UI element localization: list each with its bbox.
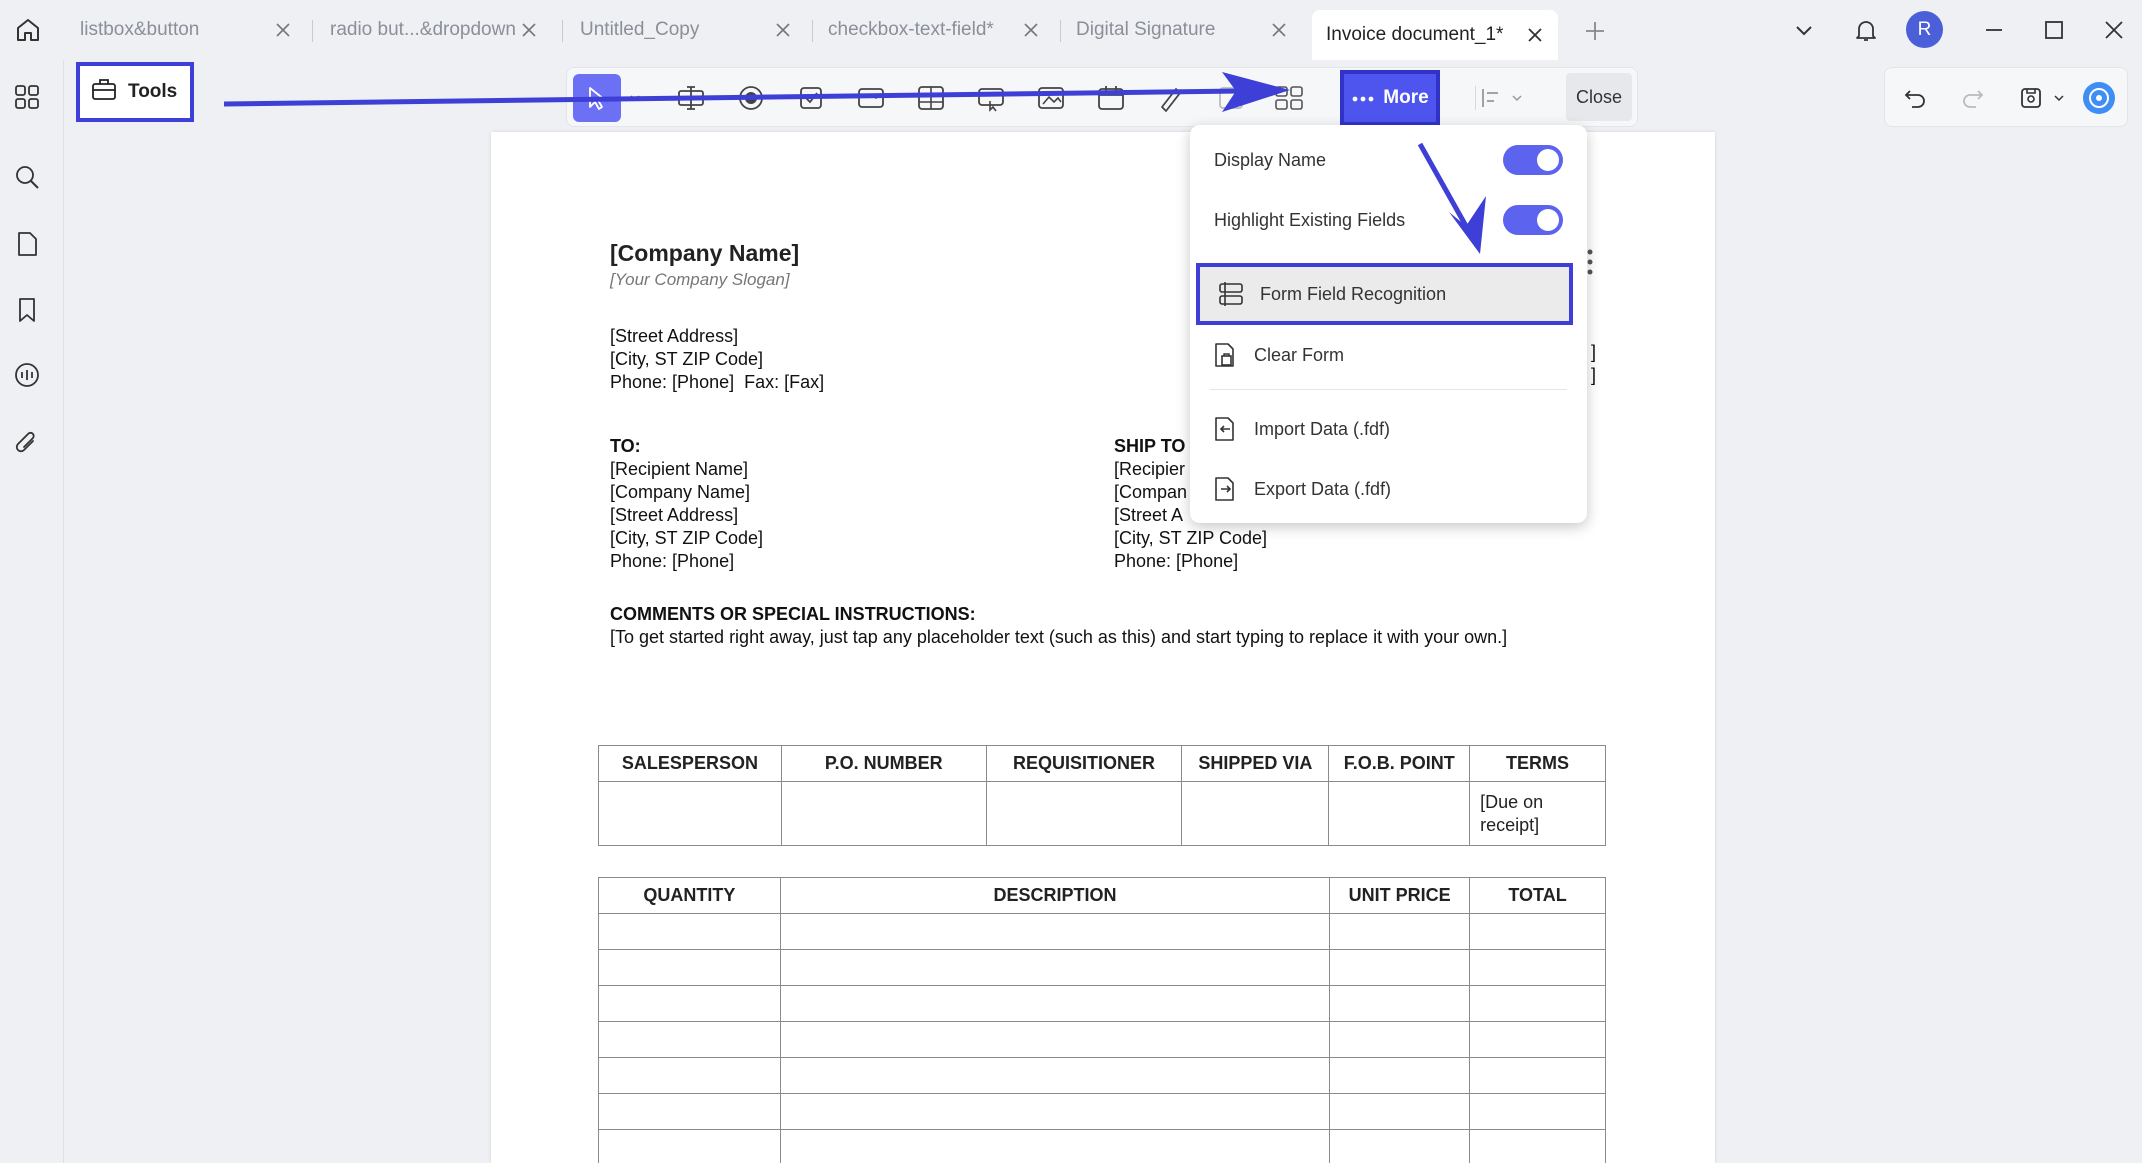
export-icon — [1210, 474, 1240, 504]
chevron-down-icon[interactable] — [625, 80, 645, 116]
bell-icon[interactable] — [1848, 12, 1884, 48]
save-icon[interactable] — [2013, 80, 2049, 116]
table-cell[interactable] — [1330, 1094, 1470, 1130]
tools-button[interactable] — [76, 62, 194, 122]
table-header: REQUISITIONER — [986, 746, 1182, 782]
maximize-icon[interactable] — [2036, 12, 2072, 48]
more-menu — [1190, 125, 1587, 523]
redo-icon[interactable] — [1955, 80, 1991, 116]
text-field-icon[interactable] — [673, 80, 709, 116]
checkbox-icon[interactable] — [793, 80, 829, 116]
menu-item-label: Display Name — [1214, 149, 1327, 170]
table-header: UNIT PRICE — [1330, 878, 1470, 914]
to-label: TO: — [610, 436, 641, 456]
window-close-icon[interactable] — [2096, 12, 2132, 48]
menu-row-content — [1196, 269, 1593, 319]
table-cell[interactable] — [780, 914, 1329, 950]
table-cell[interactable] — [599, 914, 781, 950]
grid-align-icon[interactable] — [1271, 80, 1307, 116]
barcode-field-icon[interactable] — [1213, 80, 1249, 116]
invoice-info-fragment: ] — [1591, 342, 1597, 362]
comments-text[interactable]: [To get started right away, just tap any placeholder text (such as this) and start typing to replace it with your own.] — [610, 627, 1508, 647]
table-header: TERMS — [1470, 746, 1606, 782]
table-row — [599, 1058, 1606, 1094]
table-cell[interactable] — [599, 1130, 781, 1163]
button-field-icon[interactable] — [973, 80, 1009, 116]
table-cell[interactable] — [599, 950, 781, 986]
table-header-row — [599, 878, 1606, 914]
list-box-icon[interactable] — [913, 80, 949, 116]
tab-divider — [562, 20, 563, 42]
tab-digital-signature[interactable] — [1062, 10, 1302, 50]
table-cell[interactable] — [599, 1058, 781, 1094]
search-icon[interactable] — [10, 160, 44, 194]
table-cell[interactable] — [1330, 986, 1470, 1022]
table-cell[interactable] — [1182, 782, 1329, 846]
table-header: P.O. NUMBER — [781, 746, 986, 782]
close-icon[interactable] — [270, 17, 296, 43]
close-icon[interactable] — [1018, 17, 1044, 43]
comment-icon[interactable] — [10, 359, 44, 393]
home-icon[interactable] — [10, 12, 46, 48]
align-left-icon[interactable] — [1473, 80, 1509, 116]
company-slogan[interactable]: [Your Company Slogan] — [610, 270, 790, 289]
dropdown-icon[interactable] — [853, 80, 889, 116]
close-icon[interactable] — [516, 17, 542, 43]
table-cell[interactable] — [780, 986, 1329, 1022]
table-cell[interactable] — [599, 782, 782, 846]
city-zip[interactable]: [City, ST ZIP Code] — [610, 349, 764, 369]
tab-label: Untitled_Copy — [580, 19, 700, 40]
tab-bar — [0, 0, 2142, 60]
table-row — [599, 914, 1606, 950]
tab-label: checkbox-text-field* — [828, 19, 994, 40]
table-cell[interactable] — [780, 950, 1329, 986]
close-icon[interactable] — [1522, 22, 1548, 48]
phone-fax[interactable]: Phone: [Phone] Fax: [Fax] — [610, 372, 825, 392]
display-name-toggle[interactable] — [1503, 145, 1563, 175]
table-cell[interactable] — [1470, 1130, 1606, 1163]
chevron-down-icon[interactable] — [1786, 12, 1822, 48]
comments-label: COMMENTS OR SPECIAL INSTRUCTIONS: — [610, 604, 976, 624]
pages-icon[interactable] — [10, 227, 44, 261]
left-rail — [0, 60, 64, 1163]
tab-divider — [812, 20, 813, 42]
more-label: More — [1383, 87, 1429, 108]
radio-button-icon[interactable] — [733, 80, 769, 116]
menu-item-display-name[interactable] — [1190, 135, 1587, 185]
table-row — [599, 986, 1606, 1022]
chevron-down-icon[interactable] — [1507, 80, 1527, 116]
table-header-row — [599, 746, 1606, 782]
tab-divider — [312, 20, 313, 42]
import-icon — [1210, 414, 1240, 444]
menu-item-clear-form[interactable] — [1190, 330, 1587, 380]
company-name[interactable]: [Company Name] — [610, 240, 800, 266]
table-header: QUANTITY — [599, 878, 781, 914]
ship-to-label: SHIP TO — [1114, 436, 1186, 456]
menu-item-label: Clear Form — [1254, 344, 1345, 365]
signature-field-icon[interactable] — [1153, 80, 1189, 116]
apps-grid-icon[interactable] — [10, 80, 44, 114]
to-address-block[interactable]: [Recipient Name] [Company Name] [Street Address] [City, ST ZIP Code] Phone: [Phone] — [610, 459, 764, 571]
table-row — [599, 950, 1606, 986]
table-cell[interactable] — [1470, 986, 1606, 1022]
table-row — [599, 1130, 1606, 1163]
table-cell[interactable] — [1470, 914, 1606, 950]
chevron-down-icon[interactable] — [2049, 80, 2069, 116]
table-cell[interactable] — [1330, 1058, 1470, 1094]
table-cell[interactable] — [780, 1058, 1329, 1094]
table-row — [599, 1022, 1606, 1058]
menu-item-label: Import Data (.fdf) — [1254, 418, 1391, 439]
table-cell[interactable] — [1470, 1058, 1606, 1094]
tab-radio-dropdown[interactable] — [316, 10, 552, 50]
tab-untitled-copy[interactable] — [566, 10, 806, 50]
tab-divider — [1060, 20, 1061, 42]
menu-item-import-data[interactable] — [1190, 404, 1587, 454]
table-cell[interactable] — [781, 782, 986, 846]
tab-label: Digital Signature — [1076, 19, 1216, 40]
table-header: DESCRIPTION — [780, 878, 1329, 914]
tab-label: radio but...&dropdown — [330, 19, 516, 40]
terms-cell[interactable]: [Due on receipt] — [1470, 782, 1606, 846]
menu-item-form-field-recognition[interactable] — [1196, 263, 1573, 325]
form-toolbar — [566, 67, 1638, 127]
table-cell[interactable] — [1470, 950, 1606, 986]
table-header: SALESPERSON — [599, 746, 782, 782]
select-tool-button[interactable] — [573, 74, 621, 122]
order-info-table — [598, 745, 1606, 846]
table-cell[interactable] — [780, 1130, 1329, 1163]
table-cell[interactable] — [599, 1094, 781, 1130]
close-icon[interactable] — [1266, 17, 1292, 43]
table-cell[interactable] — [599, 1022, 781, 1058]
more-button[interactable] — [1340, 70, 1440, 126]
date-field-icon[interactable] — [1093, 80, 1129, 116]
form-recognition-icon — [1216, 279, 1246, 309]
table-header: SHIPPED VIA — [1182, 746, 1329, 782]
menu-item-label: Form Field Recognition — [1260, 283, 1447, 304]
menu-item-highlight-fields[interactable] — [1190, 195, 1587, 245]
highlight-fields-toggle[interactable] — [1503, 205, 1563, 235]
table-cell[interactable] — [599, 986, 781, 1022]
tab-checkbox-text-field[interactable] — [814, 10, 1054, 50]
table-cell[interactable] — [1330, 1022, 1470, 1058]
table-cell[interactable] — [1330, 950, 1470, 986]
toolbox-icon — [90, 75, 118, 109]
table-cell[interactable] — [780, 1022, 1329, 1058]
invoice-info-fragment: ] — [1591, 365, 1597, 385]
menu-item-export-data[interactable] — [1190, 464, 1587, 514]
menu-item-label: Export Data (.fdf) — [1254, 478, 1392, 499]
image-field-icon[interactable] — [1033, 80, 1069, 116]
tab-label: Invoice document_1* — [1326, 24, 1504, 45]
clear-form-icon — [1210, 340, 1240, 370]
table-header: TOTAL — [1470, 878, 1606, 914]
table-cell[interactable] — [1470, 1094, 1606, 1130]
right-toolbar — [1884, 67, 2128, 127]
tools-label: Tools — [128, 81, 178, 102]
minimize-icon[interactable] — [1976, 12, 2012, 48]
avatar[interactable]: R — [1906, 11, 1943, 48]
close-form-mode-button[interactable]: Close — [1566, 73, 1632, 121]
street-address[interactable]: [Street Address] — [610, 326, 739, 346]
table-row — [599, 1094, 1606, 1130]
close-icon[interactable] — [770, 17, 796, 43]
ai-assistant-icon[interactable] — [2081, 80, 2117, 116]
attachment-icon[interactable] — [10, 426, 44, 460]
bookmark-icon[interactable] — [10, 293, 44, 327]
menu-divider — [1210, 389, 1567, 390]
more-dots-icon — [1351, 87, 1375, 109]
menu-item-label: Highlight Existing Fields — [1214, 209, 1406, 230]
table-row — [599, 782, 1606, 846]
table-cell[interactable] — [1330, 914, 1470, 950]
table-header: F.O.B. POINT — [1329, 746, 1470, 782]
tab-label: listbox&button — [80, 19, 200, 40]
table-cell[interactable] — [986, 782, 1182, 846]
tab-listbox-button[interactable] — [66, 10, 306, 50]
table-cell[interactable] — [780, 1094, 1329, 1130]
table-cell[interactable] — [1330, 1130, 1470, 1163]
line-items-table — [598, 877, 1606, 1163]
new-tab-icon[interactable] — [1580, 16, 1610, 46]
ship-to-address-block[interactable]: [Recipier [Compan [Street A [City, ST ZIP Code] Phone: [Phone] — [1114, 459, 1268, 571]
table-cell[interactable] — [1329, 782, 1470, 846]
tab-invoice-document[interactable] — [1312, 10, 1558, 60]
undo-icon[interactable] — [1897, 80, 1933, 116]
table-cell[interactable] — [1470, 1022, 1606, 1058]
